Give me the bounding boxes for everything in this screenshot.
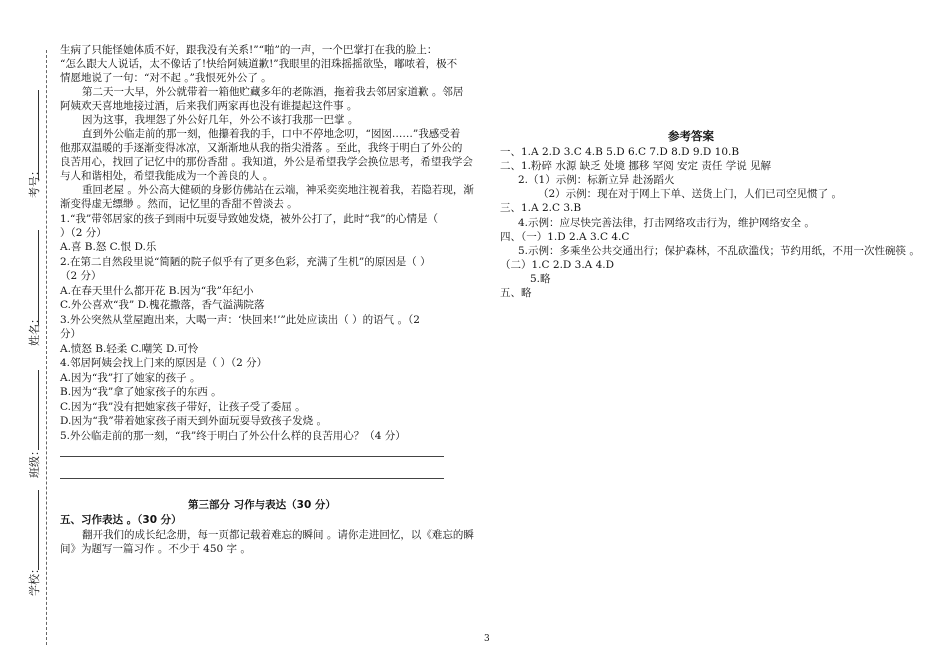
question-line: 3.外公突然从堂屋跑出来，大喝一声：‘快回来!’”此处应读出（ ）的语气 。（2 [60, 314, 420, 326]
answer-line: 5.示例：多乘坐公共交通出行；保护森林，不乱砍滥伐；节约用纸，不用一次性碗筷 。 [518, 245, 920, 257]
page-number: 3 [484, 634, 490, 644]
answer-line: （2）示例：现在对于网上下单、送货上门，人们已司空见惯了 。 [538, 188, 843, 200]
passage-line: 渐变得虚无缥缈 。然而，记忆里的香甜不曾淡去 。 [60, 198, 298, 210]
class-label: 班级： [28, 445, 41, 478]
answer-line: 五、略 [500, 287, 532, 299]
option-line: D.因为“我”带着她家孩子雨天到外面玩耍导致孩子发烧 。 [60, 415, 327, 427]
question-line: （2 分） [60, 270, 102, 282]
exam-no-label: 考号： [28, 165, 41, 198]
passage-line: 第二天一大早，外公就带着一箱他贮藏多年的老陈酒，拖着我去邻居家道歉 。邻居 [82, 86, 464, 98]
section-title: 第三部分 习作与表达（30 分） [188, 499, 336, 511]
school-underline [38, 490, 39, 570]
school-label: 学校： [28, 563, 41, 596]
option-line: C.外公喜欢“我” D.槐花撒落，香气溢满院落 [60, 299, 265, 311]
passage-line: 阿姨欢天喜地地接过酒，后来我们两家再也没有谁提起这件事 。 [60, 100, 358, 112]
answer-line: 5.略 [530, 273, 551, 285]
answer-line: 4.示例：应尽快完善法律，打击网络攻击行为，维护网络安全 。 [518, 217, 815, 229]
name-label: 姓名： [28, 313, 41, 346]
question-line: 5.外公临走前的那一刻，“我”终于明白了外公什么样的良苦用心？（4 分） [60, 430, 406, 442]
question-line: 分） [60, 328, 81, 340]
passage-line: 重回老屋 。外公高大健硕的身影仿佛站在云端，神采奕奕地注视着我，若隐若现，渐 [82, 184, 474, 196]
option-line: A.因为“我”打了她家的孩子 。 [60, 372, 201, 384]
composition-prompt-line: 翻开我们的成长纪念册，每一页都记载着难忘的瞬间 。请你走进回忆，以《难忘的瞬 [82, 529, 474, 541]
option-line: B.因为“我”拿了她家孩子的东西 。 [60, 386, 222, 398]
binding-dashed-line [46, 50, 47, 645]
answer-line: 三、1.A 2.C 3.B [500, 202, 582, 214]
option-line: A.在春天里什么都开花 B.因为“我”年纪小 [60, 285, 254, 297]
passage-line: 与人和谐相处，希望我能成为一个善良的人 。 [60, 170, 274, 182]
passage-line: 直到外公临走前的那一刻，他攥着我的手，口中不停地念叨，“囡囡……”我感受着 [82, 128, 461, 140]
answer-line [60, 456, 444, 457]
option-line: C.因为“我”没有把她家孩子带好，让孩子受了委屈 。 [60, 401, 306, 413]
passage-line: 他那双温暖的手逐渐变得冰凉，又渐渐地从我的指尖滑落 。至此，我终于明白了外公的 [60, 142, 463, 154]
passage-line: 因为这事，我埋怨了外公好几年，外公不该打我那一巴掌 。 [82, 114, 359, 126]
answer-line [60, 478, 444, 479]
passage-line: 生病了只能怪她体质不好，跟我没有关系!”“啪”的一声，一个巴掌打在我的脸上： [60, 44, 438, 56]
question-line: 2.在第二自然段里说“简陋的院子似乎有了更多色彩，充满了生机”的原因是（ ） [60, 256, 431, 268]
question-line: 4.邻居阿姨会找上门来的原因是（ ）（2 分） [60, 357, 268, 369]
answer-key-title: 参考答案 [668, 129, 714, 143]
answer-line: 一、1.A 2.D 3.C 4.B 5.D 6.C 7.D 8.D 9.D 10.B [500, 146, 740, 158]
option-line: A.喜 B.怒 C.恨 D.乐 [60, 241, 157, 253]
composition-prompt-line: 间》为题写一篇习作 。不少于 450 字 。 [60, 543, 251, 555]
question-line: ）（2 分） [60, 227, 107, 239]
answer-line: 四、（一）1.D 2.A 3.C 4.C [500, 231, 630, 243]
class-underline [38, 370, 39, 450]
answer-line: （二）1.C 2.D 3.A 4.D [500, 259, 615, 271]
name-underline [38, 230, 39, 325]
passage-line: 良苦用心，找回了记忆中的那份香甜 。我知道，外公是希望我学会换位思考，希望我学会 [60, 156, 473, 168]
question-line: 1.“我”带邻居家的孩子到雨中玩耍导致她发烧，被外公打了，此时“我”的心情是（ [60, 213, 438, 225]
answer-line: 二、1.粉碎 水源 缺乏 处境 挪移 罕阅 安定 责任 学说 见解 [500, 160, 772, 172]
passage-line: “怎么跟大人说话，太不像话了!快给阿姨道歉!”我眼里的泪珠摇摇欲坠，嘟哝着，极不 [60, 58, 458, 70]
answer-line: 2.（1）示例：标新立异 赴汤蹈火 [518, 174, 675, 186]
passage-line: 情愿地说了一句：“对不起 。”我恨死外公了 。 [60, 72, 272, 84]
composition-heading: 五、习作表达 。（30 分） [60, 514, 182, 526]
option-line: A.愤怒 B.轻柔 C.嘲笑 D.可怜 [60, 343, 199, 355]
